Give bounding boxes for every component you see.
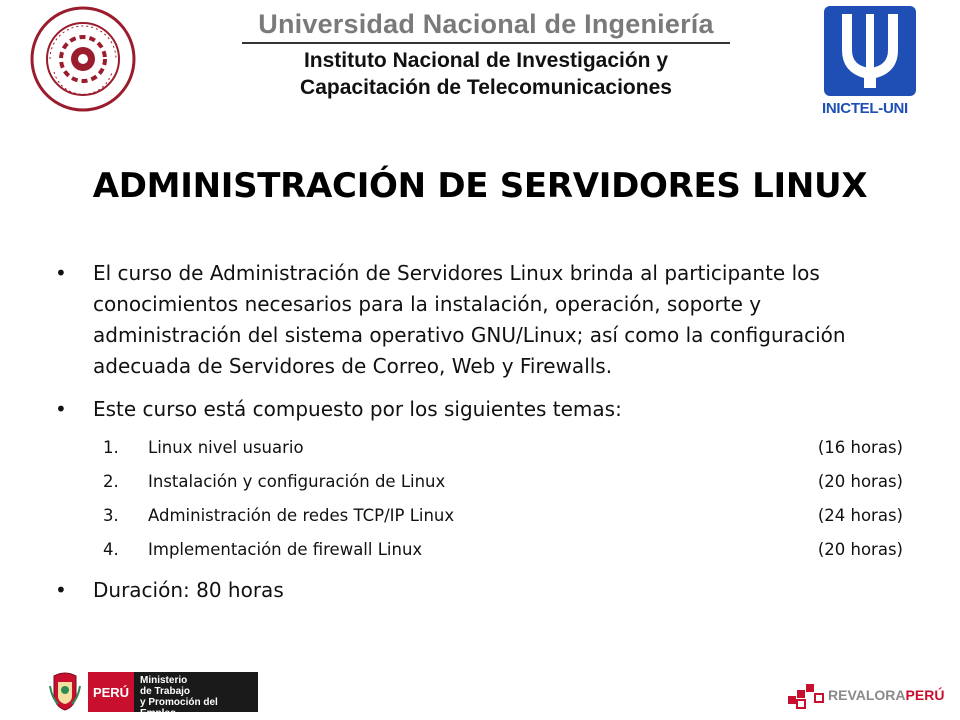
coat-of-arms-icon [48, 672, 82, 712]
institute-name-line-1: Instituto Nacional de Investigación y [303, 49, 669, 72]
peru-badge: PERÚ [88, 672, 134, 712]
institution-header [236, 8, 736, 101]
list-item [55, 533, 903, 567]
topic-hours: (16 horas) [817, 438, 903, 457]
bullet-text: El curso de Administración de Servidores Linux brinda al participante los conocimientos necesarios para la instalación, operación, soporte y administración del sistema operativo GNU/Linux; así como la configuración adecuada de Servidores de Correo, Web y Firewalls. [93, 261, 846, 378]
ministry-logo [48, 672, 258, 719]
topic-name: Implementación de firewall Linux [148, 540, 423, 559]
topic-number: 2. [103, 472, 119, 491]
revalora-text [828, 687, 944, 703]
ministry-line-2: de Trabajo [140, 686, 191, 697]
bullet-course-description [55, 258, 915, 382]
inictel-text-part-2: TEL-UNI [850, 100, 908, 117]
topic-name: Instalación y configuración de Linux [148, 472, 446, 491]
bullet-text: Duración: 80 horas [93, 578, 284, 602]
revalora-text-part-2: PERÚ [905, 687, 945, 703]
bullet-icon: • [55, 397, 67, 421]
list-item [55, 431, 903, 465]
revalora-text-part-1: REVALORA [828, 687, 906, 703]
institute-name-line-2: Capacitación de Telecomunicaciones [300, 76, 672, 99]
list-item [55, 465, 903, 499]
list-item [55, 499, 903, 533]
slide-title: ADMINISTRACIÓN DE SERVIDORES LINUX [92, 166, 868, 206]
slide-body [55, 258, 915, 606]
topic-number: 1. [103, 438, 119, 457]
bullet-text: Este curso está compuesto por los siguientes temas: [93, 397, 622, 421]
revalora-logo [786, 680, 944, 710]
topic-hours: (24 horas) [817, 506, 903, 525]
topic-number: 4. [103, 540, 119, 559]
ministry-line-1: Ministerio [140, 675, 188, 686]
bullet-icon: • [55, 578, 67, 602]
university-name: Universidad Nacional de Ingeniería [258, 9, 714, 39]
topic-name: Linux nivel usuario [148, 438, 304, 457]
bullet-icon: • [55, 261, 67, 285]
topics-list [55, 431, 915, 567]
university-seal-icon [30, 6, 136, 112]
topic-name: Administración de redes TCP/IP Linux [148, 506, 455, 525]
inictel-logo-text [822, 100, 922, 117]
header-divider [242, 42, 730, 44]
bullet-topics-intro [55, 394, 915, 425]
topic-hours: (20 horas) [817, 472, 903, 491]
revalora-mark-icon [786, 680, 826, 710]
topic-hours: (20 horas) [817, 540, 903, 559]
inictel-text-part-1: INIC [822, 100, 851, 117]
topic-number: 3. [103, 506, 119, 525]
ministry-line-3: y Promoción del Empleo [140, 697, 218, 719]
bullet-duration [55, 575, 915, 606]
inictel-logo-icon [824, 6, 916, 96]
ministry-name [134, 672, 258, 719]
